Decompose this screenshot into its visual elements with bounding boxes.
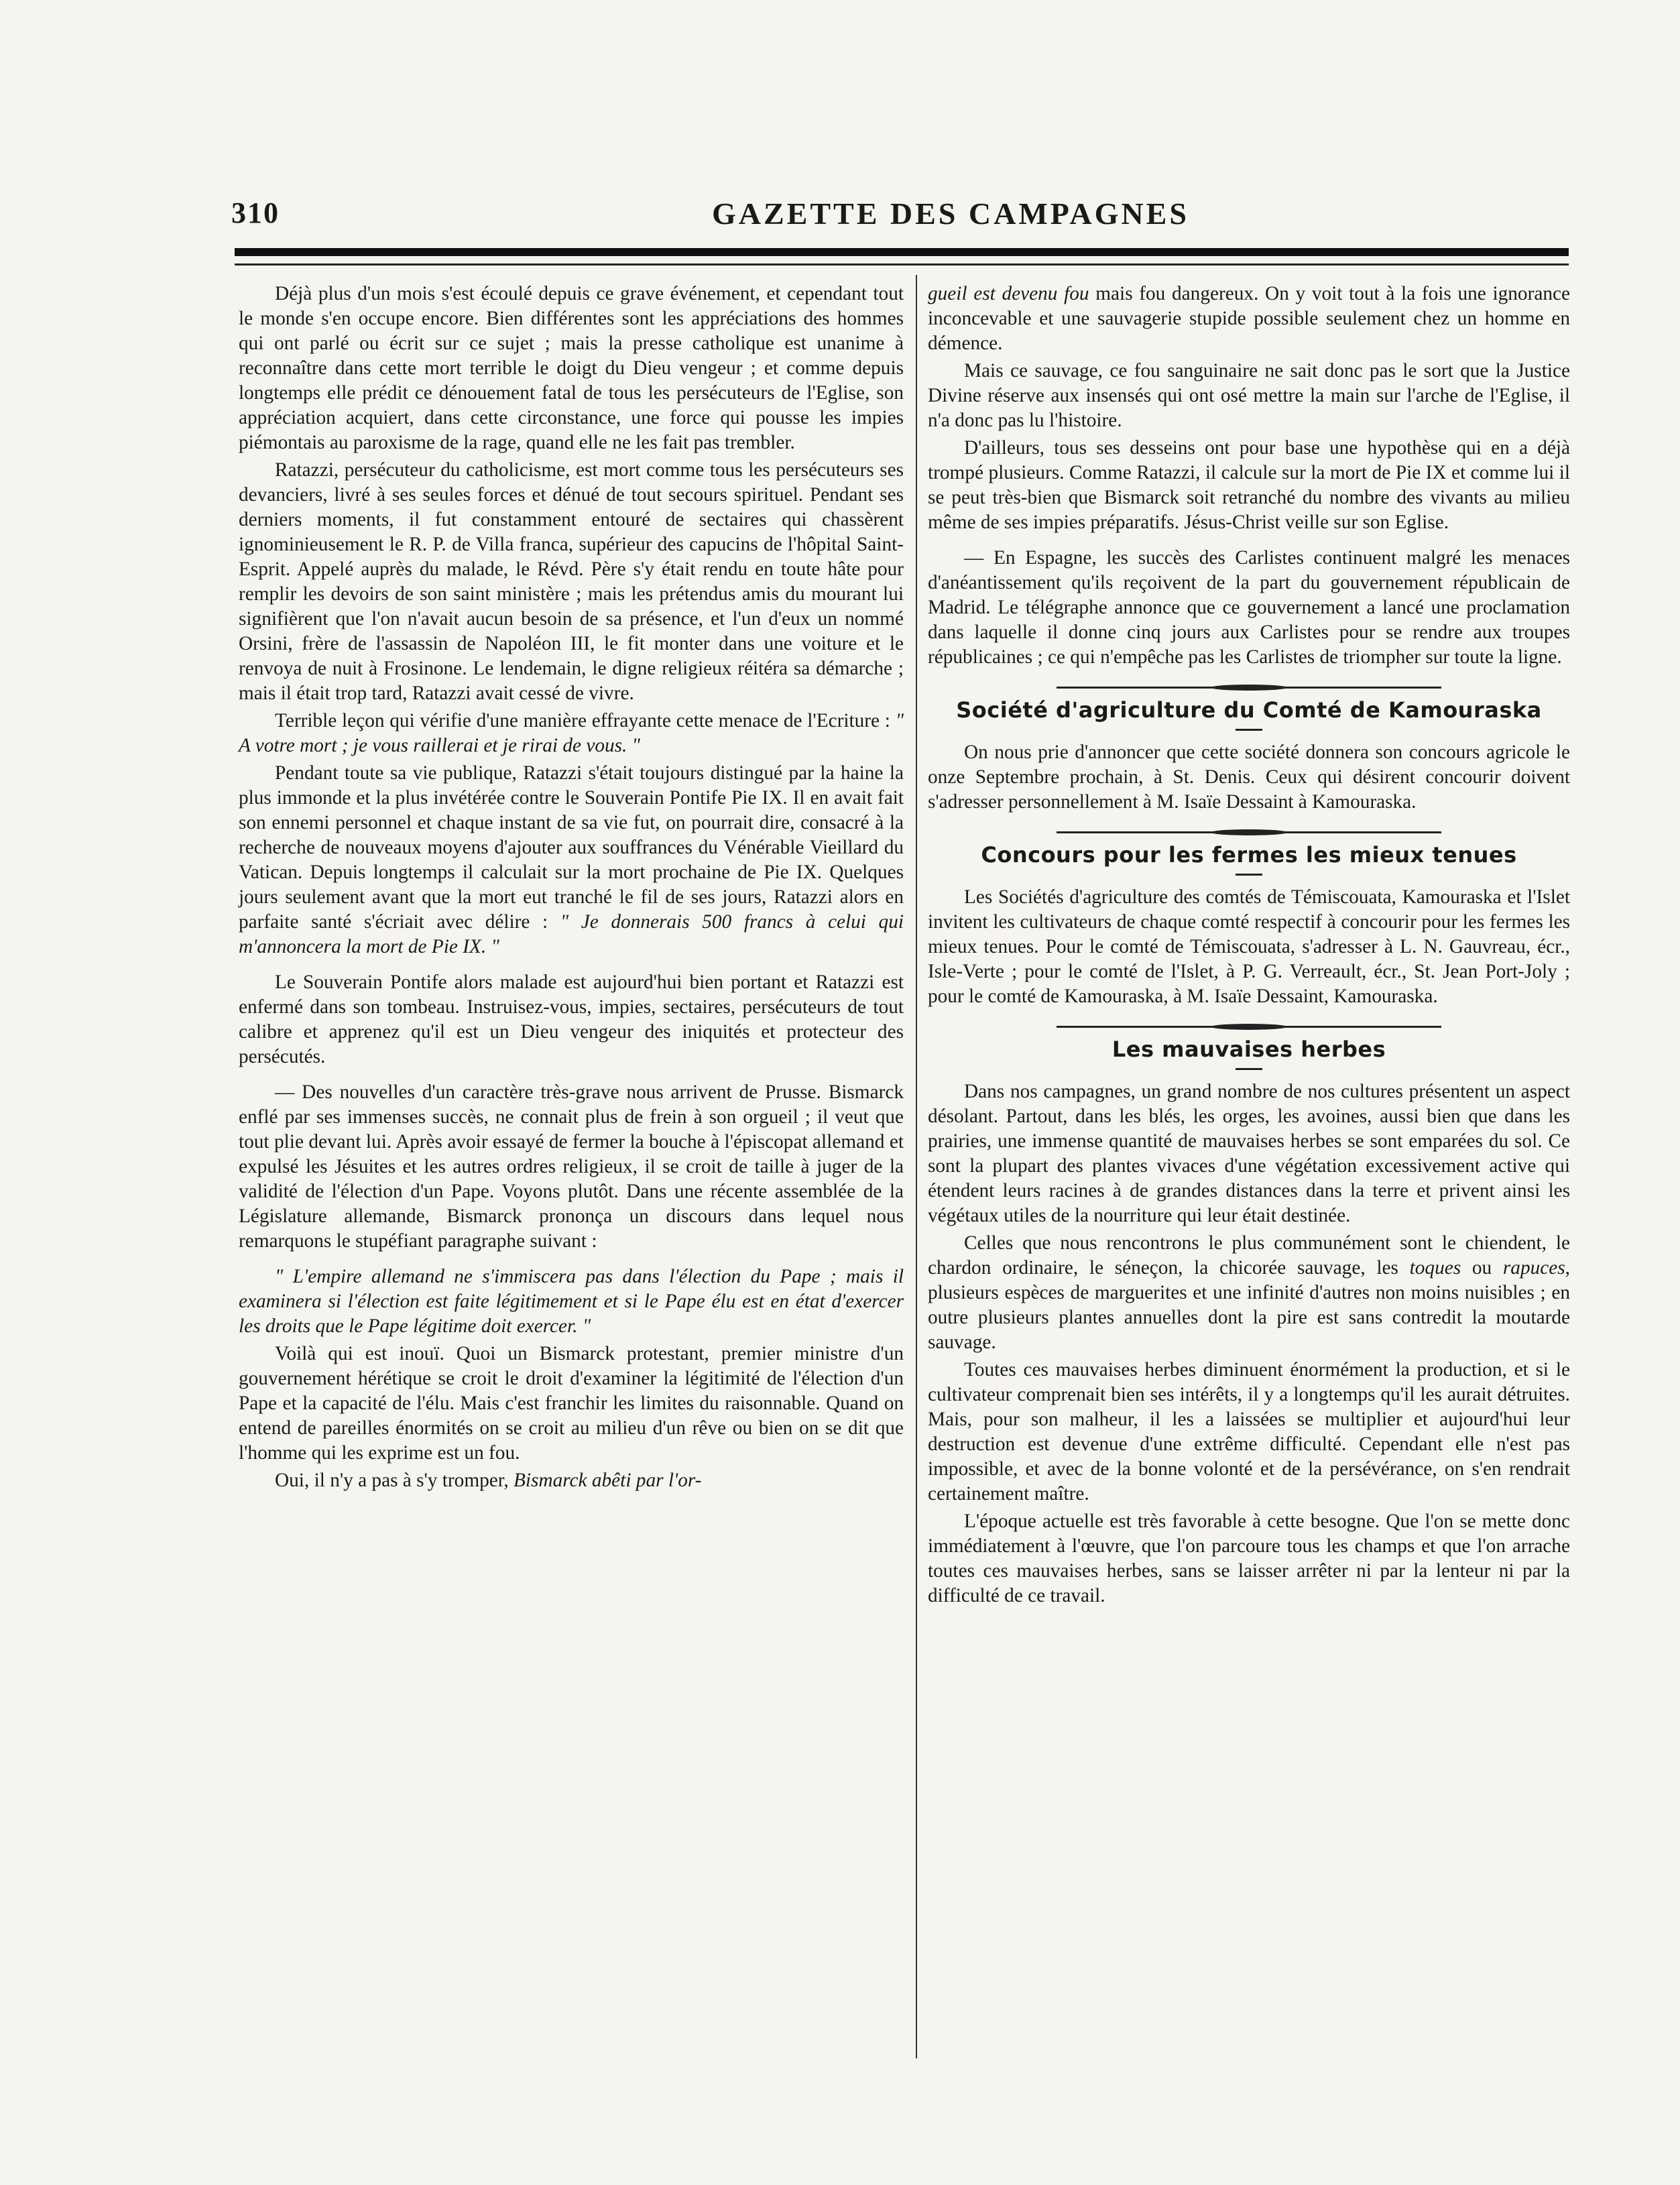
paragraph	[239, 709, 904, 758]
paragraph: — En Espagne, les succès des Carlistes continuent malgré les menaces d'anéantissement qu'ils reçoivent de la part du gouvernement républicain de Madrid. Le télégraphe annonce que ce gouvernement a lancé une proclamation dans laquelle il donne cinq jours aux Carlistes pour se rendre aux troupes républicaines ; ce qui n'empêche pas les Carlistes de triompher sur toute la ligne.	[928, 547, 1570, 668]
paragraph: — Des nouvelles d'un caractère très-grave nous arrivent de Prusse. Bismarck enflé par ses immenses succès, ne connait plus de frein à son orgueil ; il veut que tout plie devant lui. Après avoir essayé de fermer la bouche à l'épiscopat allemand et expulsé les Jésuites et les autres ordres religieux, il se croit de taille à juger de la validité de l'élection d'un Pape. Voyons plutôt. Dans une récente assemblée de la Législature allemande, Bismarck prononça un discours dans lequel nous remarquons le stupéfiant paragraphe suivant :	[239, 1081, 904, 1252]
paragraph: Ratazzi, persécuteur du catholicisme, est mort comme tous les persécuteurs ses devanciers, livré à ses seules forces et dénué de tout secours spirituel. Pendant ses derniers moments, il fut constamment entouré de sectaires qui chassèrent ignominieusement le R. P. de Villa franca, supérieur des capucins de l'hôpital Saint-Esprit. Appelé auprès du malade, le Révd. Père s'y était rendu en toute hâte pour remplir les devoirs de son saint ministère ; mais les prétendus amis du mourant lui signifièrent que l'on n'avait aucun besoin de sa présence, et l'un d'eux un nommé Orsini, frère de l'assassin de Napoléon III, le fit monter dans une voiture et le renvoya de nuit à Frosinone. Le lendemain, le digne religieux réitéra sa démarche ; mais il était trop tard, Ratazzi avait cessé de vivre.	[239, 459, 904, 704]
paragraph	[239, 1468, 904, 1493]
left-column	[239, 282, 904, 1493]
paragraph: Le Souverain Pontife alors malade est aujourd'hui bien portant et Ratazzi est enfermé dans son tombeau. Instruisez-vous, impies, sectaires, persécuteurs de tout calibre et apprenez qu'il est un Dieu vengeur des iniquités et protecteur des persécutés.	[239, 971, 904, 1067]
section-separator	[928, 683, 1570, 691]
heading-rule	[1236, 874, 1262, 876]
ratazzi-quote: " Je donnerais 500 francs à celui qui m'annoncera la mort de Pie IX. "	[239, 911, 904, 957]
section-heading-mauvaises-herbes: Les mauvaises herbes	[1112, 1037, 1386, 1062]
paragraph-italic: Bismarck abêti par l'or-	[514, 1470, 702, 1491]
paragraph: Déjà plus d'un mois s'est écoulé depuis ce grave événement, et cependant tout le monde s'en occupe encore. Bien différentes sont les appréciations des hommes qui ont parlé ou écrit sur ce sujet ; mais la presse catholique est unanime à reconnaître dans cette mort terrible le doigt du Dieu vengeur ; et comme depuis longtemps elle prédit ce dénouement fatal de tous les persécuteurs de l'Eglise, son appréciation acquiert, dans cette circonstance, une force qui pousse les impies piémontais au paroxisme de la rage, quand elle ne les fait pas trembler.	[239, 283, 904, 453]
paragraph-text: Oui, il n'y a pas à s'y tromper,	[275, 1470, 514, 1491]
paragraph	[928, 1231, 1570, 1355]
paragraph-continuation	[928, 282, 1570, 356]
paragraph: Toutes ces mauvaises herbes diminuent énormément la production, et si le cultivateur comprenait bien ses intérêts, il y a longtemps qu'il les aurait détruites. Mais, pour son malheur, il les a laissées se multiplier et aujourd'hui leur destruction est devenue d'une extrême difficulté. Cependant elle n'est pas impossible, et avec de la bonne volonté et de la persévérance, on s'en rendrait certainement maître.	[928, 1359, 1570, 1504]
page-number: 310	[231, 196, 280, 229]
right-column	[928, 282, 1570, 1608]
section-heading-agriculture: Société d'agriculture du Comté de Kamouraska	[956, 697, 1542, 723]
paragraph-text: ou	[1461, 1257, 1503, 1279]
paragraph	[239, 761, 904, 959]
section-separator	[928, 828, 1570, 836]
paragraph-italic: gueil est devenu fou	[928, 283, 1089, 304]
header-rule-thin	[235, 263, 1569, 265]
scripture-quote: " A votre mort ; je vous raillerai et je rirai de vous. "	[239, 710, 904, 756]
paragraph: Les Sociétés d'agriculture des comtés de Témiscouata, Kamouraska et l'Islet invitent les cultivateurs de chaque comté respectif à concourir pour les fermes les mieux tenues. Pour le comté de Témiscouata, s'adresser à L. N. Gauvreau, écr., Isle-Verte ; pour le comté de l'Islet, à P. G. Verreault, écr., St. Jean Port-Joly ; pour le comté de Kamouraska, à M. Isaïe Dessaint, Kamouraska.	[928, 886, 1570, 1007]
paragraph-text: Celles que nous rencontrons le plus communément sont le chiendent, le chardon ordinaire, le séneçon, la chicorée sauvage, les	[928, 1232, 1570, 1279]
bismarck-quote: " L'empire allemand ne s'immiscera pas dans l'élection du Pape ; mais il examinera si l'élection est faite légitimement et si le Pape élu est en état d'exercer les droits que le Pape légitime doit exercer. "	[239, 1266, 904, 1337]
paragraph: Dans nos campagnes, un grand nombre de nos cultures présentent un aspect désolant. Partout, dans les blés, les orges, les avoines, aussi bien que dans les prairies, une immense quantité de mauvaises herbes se sont emparées du sol. Ce sont la plupart des plantes vivaces d'une végétation excessivement active qui étendent leurs racines à de grandes distances dans la terre et privent ainsi les végétaux utiles de la nourriture qui leur était destinée.	[928, 1081, 1570, 1226]
paragraph: Voilà qui est inouï. Quoi un Bismarck protestant, premier ministre d'un gouvernement hérétique se croit le droit d'examiner la légitimité de l'élection d'un Pape et la capacité de l'élu. Mais c'est franchir les limites du raisonnable. Quand on entend de pareilles énormités on se croit au milieu d'un rêve ou bien on se dit que l'homme qui les exprime est un fou.	[239, 1343, 904, 1464]
paragraph-text: mais fou dangereux. On y voit tout à la fois une ignorance inconcevable et une sauvagerie stupide possible seulement chez un homme en démence.	[928, 283, 1570, 354]
paragraph-text: Pendant toute sa vie publique, Ratazzi s'était toujours distingué par la haine la plus immonde et la plus invétérée contre le Souverain Pontife Pie IX. Il en avait fait son ennemi personnel et chaque instant de sa vie fut, on pourrait dire, consacré à la recherche de nouveaux moyens d'ajouter aux souffrances du Vénérable Vieillard du Vatican. Depuis longtemps il calculait sur la mort prochaine de Pie IX. Quelques jours seulement avant que la mort eut tranché le fil de ses jours, Ratazzi alors en parfaite santé s'écriait avec délire :	[239, 762, 904, 933]
heading-rule	[1236, 729, 1262, 731]
paragraph: D'ailleurs, tous ses desseins ont pour base une hypothèse qui en a déjà trompé plusieurs. Comme Ratazzi, il calcule sur la mort de Pie IX et comme lui il se peut très-bien que Bismarck soit retranché du nombre des vivants au milieu même de ses impies préparatifs. Jésus-Christ veille sur son Eglise.	[928, 437, 1570, 533]
section-heading-concours: Concours pour les fermes les mieux tenues	[981, 842, 1517, 868]
heading-rule	[1236, 1068, 1262, 1070]
paragraph-text: , plusieurs espèces de marguerites et une infinité d'autres non moins nuisibles ; en outre plusieurs plantes annuelles dont la pire est sans contredit la moutarde sauvage.	[928, 1257, 1570, 1353]
paragraph-text: Terrible leçon qui vérifie d'une manière effrayante cette menace de l'Ecriture :	[275, 710, 896, 731]
section-separator	[928, 1022, 1570, 1030]
paragraph: Mais ce sauvage, ce fou sanguinaire ne sait donc pas le sort que la Justice Divine réserve aux insensés qui ont osé mettre la main sur l'arche de l'Eglise, il n'a donc pas lu l'histoire.	[928, 360, 1570, 431]
paragraph: On nous prie d'annoncer que cette société donnera son concours agricole le onze Septembre prochain, à St. Denis. Ceux qui désirent concourir doivent s'adresser personnellement à M. Isaïe Dessaint à Kamouraska.	[928, 742, 1570, 813]
paragraph-italic: rapuces	[1502, 1257, 1565, 1279]
paragraph: L'époque actuelle est très favorable à cette besogne. Que l'on se mette donc immédiatement à l'œuvre, que l'on parcoure tous les champs et que l'on arrache toutes ces mauvaises herbes, sans se laisser arrêter ni par la lenteur ni par la difficulté de ce travail.	[928, 1511, 1570, 1606]
running-title: GAZETTE DES CAMPAGNES	[712, 196, 1189, 231]
column-divider	[916, 275, 917, 2058]
paragraph-italic: toques	[1409, 1257, 1461, 1279]
header-rule-thick	[235, 248, 1569, 256]
